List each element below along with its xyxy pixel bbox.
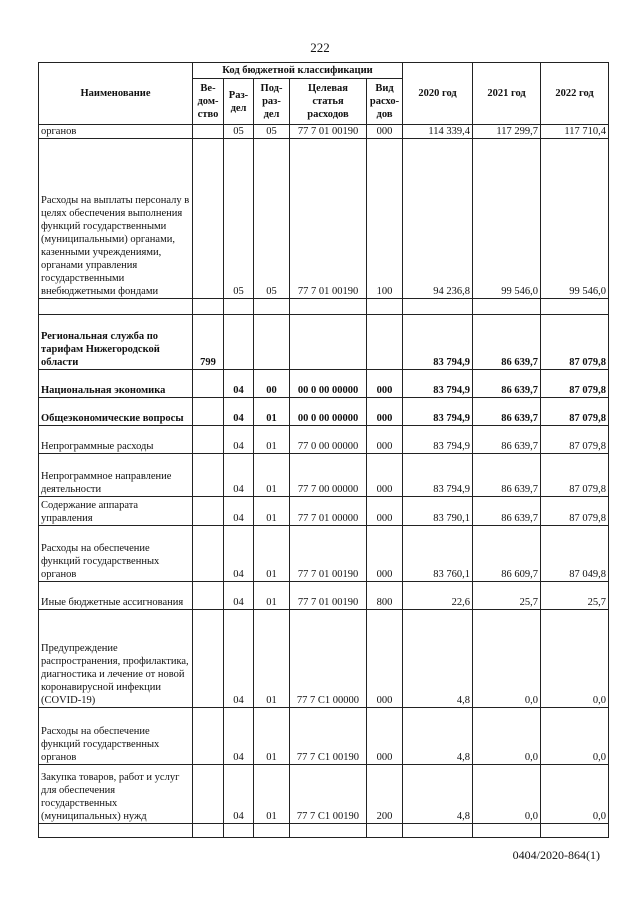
header-celevaya-statya: Целевая статья расходов bbox=[290, 79, 367, 125]
row-celevaya-statya: 77 7 C1 00190 bbox=[290, 708, 367, 765]
header-podrazdel: Под-раз-дел bbox=[254, 79, 290, 125]
header-vid-rashodov: Вид расхо-дов bbox=[367, 79, 403, 125]
row-vedomstvo bbox=[193, 708, 224, 765]
row-vid-rashodov: 000 bbox=[367, 370, 403, 398]
row-celevaya-statya bbox=[290, 824, 367, 838]
row-celevaya-statya: 00 0 00 00000 bbox=[290, 370, 367, 398]
row-celevaya-statya: 77 7 C1 00190 bbox=[290, 765, 367, 824]
row-value-2020: 22,6 bbox=[403, 582, 473, 610]
row-name: Общеэкономические вопросы bbox=[39, 398, 193, 426]
budget-table bbox=[38, 62, 609, 838]
row-value-2020: 83 794,9 bbox=[403, 315, 473, 370]
row-celevaya-statya: 00 0 00 00000 bbox=[290, 398, 367, 426]
row-value-2020: 94 236,8 bbox=[403, 139, 473, 299]
row-value-2021: 86 639,7 bbox=[473, 497, 541, 526]
table-row bbox=[39, 299, 609, 315]
row-name bbox=[39, 299, 193, 315]
row-value-2020: 83 760,1 bbox=[403, 526, 473, 582]
header-vedomstvo: Ве-дом-ство bbox=[193, 79, 224, 125]
row-value-2021: 86 609,7 bbox=[473, 526, 541, 582]
row-value-2020: 83 794,9 bbox=[403, 398, 473, 426]
row-vedomstvo bbox=[193, 398, 224, 426]
row-vedomstvo bbox=[193, 497, 224, 526]
row-value-2020 bbox=[403, 299, 473, 315]
row-celevaya-statya: 77 7 01 00190 bbox=[290, 526, 367, 582]
row-vid-rashodov: 000 bbox=[367, 497, 403, 526]
table-row bbox=[39, 610, 609, 708]
row-value-2022: 87 079,8 bbox=[541, 454, 609, 497]
table-row bbox=[39, 708, 609, 765]
row-razdel: 04 bbox=[224, 398, 254, 426]
row-vid-rashodov: 800 bbox=[367, 582, 403, 610]
row-value-2022: 87 079,8 bbox=[541, 370, 609, 398]
row-value-2022: 0,0 bbox=[541, 708, 609, 765]
row-razdel bbox=[224, 315, 254, 370]
table-row bbox=[39, 824, 609, 838]
table-row bbox=[39, 370, 609, 398]
row-name: Национальная экономика bbox=[39, 370, 193, 398]
row-razdel: 04 bbox=[224, 765, 254, 824]
row-name: Расходы на обеспечение функций государственных органов bbox=[39, 526, 193, 582]
row-value-2022: 87 079,8 bbox=[541, 497, 609, 526]
row-vid-rashodov: 100 bbox=[367, 139, 403, 299]
row-podrazdel: 01 bbox=[254, 497, 290, 526]
row-razdel: 04 bbox=[224, 454, 254, 497]
row-podrazdel: 01 bbox=[254, 765, 290, 824]
document-code: 0404/2020-864(1) bbox=[512, 848, 600, 862]
row-value-2020: 4,8 bbox=[403, 765, 473, 824]
row-vedomstvo bbox=[193, 426, 224, 454]
row-podrazdel: 00 bbox=[254, 370, 290, 398]
row-podrazdel: 01 bbox=[254, 582, 290, 610]
table-row bbox=[39, 398, 609, 426]
row-vedomstvo: 799 bbox=[193, 315, 224, 370]
row-razdel: 04 bbox=[224, 497, 254, 526]
row-vedomstvo bbox=[193, 526, 224, 582]
row-razdel: 04 bbox=[224, 582, 254, 610]
row-razdel: 04 bbox=[224, 610, 254, 708]
row-razdel: 04 bbox=[224, 526, 254, 582]
row-podrazdel: 01 bbox=[254, 526, 290, 582]
table-row bbox=[39, 765, 609, 824]
row-value-2022: 25,7 bbox=[541, 582, 609, 610]
row-razdel: 04 bbox=[224, 370, 254, 398]
row-value-2020: 83 794,9 bbox=[403, 454, 473, 497]
row-value-2022: 0,0 bbox=[541, 610, 609, 708]
row-name: Расходы на обеспечение функций государственных органов bbox=[39, 708, 193, 765]
row-name bbox=[39, 824, 193, 838]
row-name: Региональная служба по тарифам Нижегородской области bbox=[39, 315, 193, 370]
header-budget-code-group: Код бюджетной классификации bbox=[193, 63, 403, 79]
row-value-2020: 114 339,4 bbox=[403, 125, 473, 139]
row-value-2022 bbox=[541, 824, 609, 838]
row-vid-rashodov: 000 bbox=[367, 125, 403, 139]
row-podrazdel: 01 bbox=[254, 454, 290, 497]
header-year-2020: 2020 год bbox=[403, 63, 473, 125]
row-podrazdel: 05 bbox=[254, 139, 290, 299]
row-podrazdel: 01 bbox=[254, 610, 290, 708]
row-celevaya-statya: 77 7 01 00000 bbox=[290, 497, 367, 526]
row-celevaya-statya: 77 7 01 00190 bbox=[290, 139, 367, 299]
row-value-2022: 117 710,4 bbox=[541, 125, 609, 139]
header-razdel: Раз-дел bbox=[224, 79, 254, 125]
row-value-2020: 83 794,9 bbox=[403, 370, 473, 398]
row-razdel bbox=[224, 299, 254, 315]
table-row bbox=[39, 497, 609, 526]
row-vedomstvo bbox=[193, 139, 224, 299]
row-value-2021: 86 639,7 bbox=[473, 315, 541, 370]
table-row bbox=[39, 315, 609, 370]
row-name: Закупка товаров, работ и услуг для обеспечения государственных (муниципальных) нужд bbox=[39, 765, 193, 824]
row-vedomstvo bbox=[193, 370, 224, 398]
row-value-2020: 4,8 bbox=[403, 708, 473, 765]
row-value-2022: 0,0 bbox=[541, 765, 609, 824]
row-value-2021: 86 639,7 bbox=[473, 398, 541, 426]
row-name: Непрограммное направление деятельности bbox=[39, 454, 193, 497]
row-podrazdel: 01 bbox=[254, 708, 290, 765]
row-value-2022: 87 079,8 bbox=[541, 398, 609, 426]
row-podrazdel: 01 bbox=[254, 398, 290, 426]
row-razdel: 04 bbox=[224, 426, 254, 454]
row-vedomstvo bbox=[193, 582, 224, 610]
table-row bbox=[39, 125, 609, 139]
row-vid-rashodov: 000 bbox=[367, 426, 403, 454]
row-vedomstvo bbox=[193, 299, 224, 315]
row-value-2022 bbox=[541, 299, 609, 315]
row-celevaya-statya: 77 7 C1 00000 bbox=[290, 610, 367, 708]
row-value-2021: 117 299,7 bbox=[473, 125, 541, 139]
header-year-2022: 2022 год bbox=[541, 63, 609, 125]
row-vid-rashodov bbox=[367, 824, 403, 838]
row-podrazdel bbox=[254, 299, 290, 315]
row-vid-rashodov: 000 bbox=[367, 454, 403, 497]
row-razdel: 05 bbox=[224, 125, 254, 139]
row-value-2021: 99 546,0 bbox=[473, 139, 541, 299]
row-vid-rashodov: 000 bbox=[367, 610, 403, 708]
row-value-2021: 86 639,7 bbox=[473, 370, 541, 398]
row-value-2022: 87 079,8 bbox=[541, 315, 609, 370]
row-value-2022: 99 546,0 bbox=[541, 139, 609, 299]
row-celevaya-statya: 77 0 00 00000 bbox=[290, 426, 367, 454]
row-podrazdel: 05 bbox=[254, 125, 290, 139]
row-celevaya-statya bbox=[290, 315, 367, 370]
row-name: органов bbox=[39, 125, 193, 139]
row-name: Содержание аппарата управления bbox=[39, 497, 193, 526]
row-vid-rashodov: 000 bbox=[367, 398, 403, 426]
page-number: 222 bbox=[310, 40, 330, 55]
header-year-2021: 2021 год bbox=[473, 63, 541, 125]
row-value-2021: 0,0 bbox=[473, 610, 541, 708]
row-celevaya-statya: 77 7 01 00190 bbox=[290, 582, 367, 610]
row-vid-rashodov: 000 bbox=[367, 708, 403, 765]
table-row bbox=[39, 526, 609, 582]
row-value-2021: 0,0 bbox=[473, 708, 541, 765]
table-row bbox=[39, 454, 609, 497]
row-podrazdel bbox=[254, 824, 290, 838]
row-value-2020: 83 790,1 bbox=[403, 497, 473, 526]
row-name: Непрограммные расходы bbox=[39, 426, 193, 454]
row-vedomstvo bbox=[193, 765, 224, 824]
row-name: Предупреждение распространения, профилактика, диагностика и лечение от новой коронавирусной инфекции (COVID-19) bbox=[39, 610, 193, 708]
row-podrazdel bbox=[254, 315, 290, 370]
row-celevaya-statya: 77 7 00 00000 bbox=[290, 454, 367, 497]
row-value-2022: 87 049,8 bbox=[541, 526, 609, 582]
row-value-2021: 86 639,7 bbox=[473, 426, 541, 454]
row-value-2021: 25,7 bbox=[473, 582, 541, 610]
row-vid-rashodov: 000 bbox=[367, 526, 403, 582]
table-row bbox=[39, 139, 609, 299]
row-value-2020: 4,8 bbox=[403, 610, 473, 708]
row-value-2022: 87 079,8 bbox=[541, 426, 609, 454]
row-vedomstvo bbox=[193, 454, 224, 497]
row-podrazdel: 01 bbox=[254, 426, 290, 454]
row-value-2020: 83 794,9 bbox=[403, 426, 473, 454]
table-row bbox=[39, 582, 609, 610]
row-razdel bbox=[224, 824, 254, 838]
row-razdel: 05 bbox=[224, 139, 254, 299]
row-name: Иные бюджетные ассигнования bbox=[39, 582, 193, 610]
row-value-2021 bbox=[473, 299, 541, 315]
row-vedomstvo bbox=[193, 125, 224, 139]
row-vid-rashodov: 200 bbox=[367, 765, 403, 824]
row-vid-rashodov bbox=[367, 315, 403, 370]
row-name: Расходы на выплаты персоналу в целях обеспечения выполнения функций государственными (муниципальными) органами, казенными учреждениями, органами управления государственными внебюджетными фондами bbox=[39, 139, 193, 299]
row-vid-rashodov bbox=[367, 299, 403, 315]
row-value-2021: 86 639,7 bbox=[473, 454, 541, 497]
row-value-2021: 0,0 bbox=[473, 765, 541, 824]
row-celevaya-statya: 77 7 01 00190 bbox=[290, 125, 367, 139]
row-razdel: 04 bbox=[224, 708, 254, 765]
row-celevaya-statya bbox=[290, 299, 367, 315]
row-vedomstvo bbox=[193, 610, 224, 708]
row-vedomstvo bbox=[193, 824, 224, 838]
row-value-2020 bbox=[403, 824, 473, 838]
row-value-2021 bbox=[473, 824, 541, 838]
header-name: Наименование bbox=[39, 63, 193, 125]
table-row bbox=[39, 426, 609, 454]
